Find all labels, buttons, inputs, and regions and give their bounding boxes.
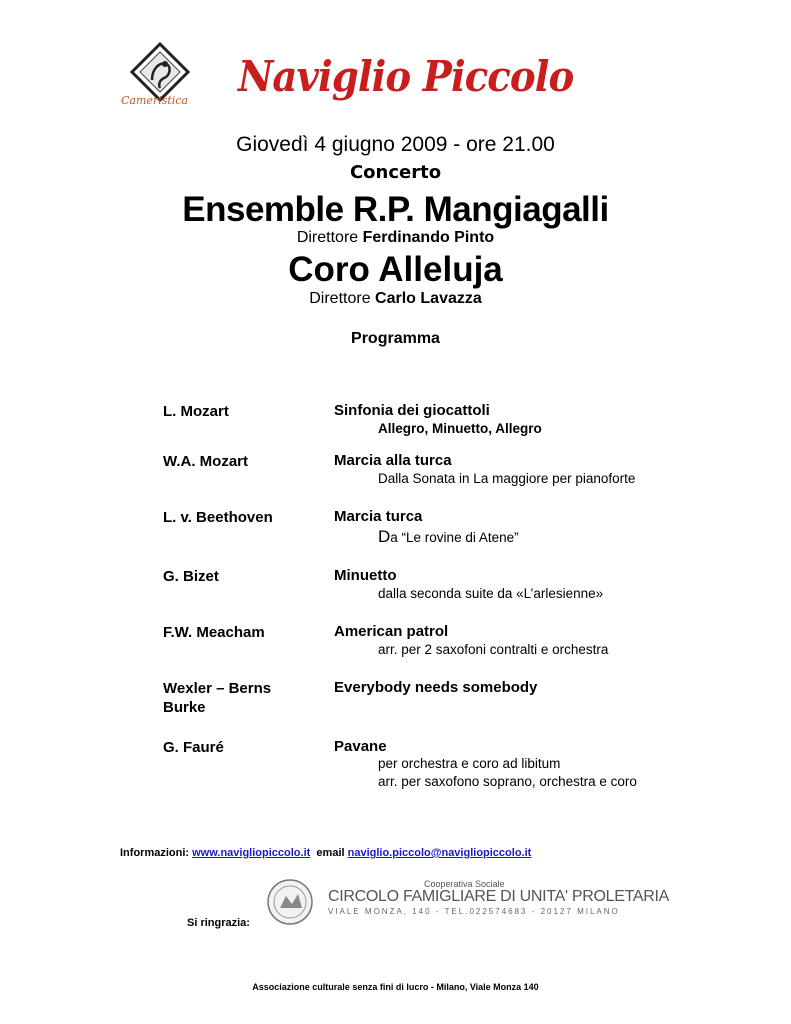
thanks-label: Si ringrazia:	[187, 917, 250, 929]
note-initial: D	[378, 527, 391, 546]
logo-label: Cameristica	[121, 94, 188, 107]
program-note: arr. per 2 saxofoni contralti e orchestra	[378, 642, 609, 657]
sponsor-address: VIALE MONZA, 140 - TEL.022574683 - 20127 MILANO	[328, 907, 620, 916]
ensemble-director-name: Ferdinando Pinto	[362, 229, 495, 246]
program-work: Marcia alla turca	[334, 452, 452, 469]
program-composer: G. Bizet	[163, 568, 219, 585]
program-composer: L. v. Beethoven	[163, 509, 273, 526]
choir-director-label: Direttore	[309, 290, 371, 307]
program-composer: G. Fauré	[163, 739, 224, 756]
program-composer	[163, 679, 271, 717]
sponsor-name: CIRCOLO FAMIGLIARE DI UNITA' PROLETARIA	[328, 888, 670, 905]
ensemble-name: Ensemble R.P. Mangiagalli	[182, 190, 609, 229]
note-text: a “Le rovine di Atene”	[390, 530, 519, 545]
program-title: Programma	[351, 330, 440, 347]
ensemble-director-label: Direttore	[296, 229, 359, 246]
info-label: Informazioni:	[120, 847, 190, 859]
program-work: Marcia turca	[334, 508, 423, 525]
event-date: Giovedì 4 giugno 2009 - ore 21.00	[236, 133, 555, 156]
program-work: American patrol	[334, 623, 449, 640]
choir-director	[0, 290, 791, 308]
composer-line: Wexler – Berns	[163, 680, 272, 697]
program-note: Dalla Sonata in La maggiore per pianoforte	[378, 471, 636, 486]
email-label: email	[316, 847, 345, 859]
program-note: Allegro, Minuetto, Allegro	[378, 421, 542, 436]
program-composer: F.W. Meacham	[163, 624, 265, 641]
composer-line: Burke	[163, 699, 206, 716]
program-composer: W.A. Mozart	[163, 453, 248, 470]
program-work: Everybody needs somebody	[334, 679, 538, 696]
program-note: arr. per saxofono soprano, orchestra e coro	[378, 774, 637, 789]
program-note: per orchestra e coro ad libitum	[378, 756, 561, 771]
ensemble-director	[0, 229, 791, 247]
program-note: dalla seconda suite da «L’arlesienne»	[378, 586, 604, 601]
choir-director-name: Carlo Lavazza	[375, 290, 482, 307]
email-link[interactable]: naviglio.piccolo@navigliopiccolo.it	[347, 847, 532, 859]
program-work: Minuetto	[334, 567, 397, 584]
association-footer: Associazione culturale senza fini di lucro - Milano, Viale Monza 140	[252, 982, 539, 992]
program-note	[378, 527, 519, 547]
info-line	[120, 847, 531, 859]
brand-title: Naviglio Piccolo	[238, 52, 574, 101]
website-link[interactable]: www.navigliopiccolo.it	[192, 847, 311, 859]
program-work: Pavane	[334, 738, 387, 755]
program-composer: L. Mozart	[163, 403, 229, 420]
sponsor-emblem-icon	[266, 878, 314, 926]
program-work: Sinfonia dei giocattoli	[334, 402, 490, 419]
sponsor-coop: Cooperativa Sociale	[424, 879, 505, 889]
event-type: Concerto	[349, 162, 442, 183]
choir-name: Coro Alleluja	[288, 250, 503, 289]
